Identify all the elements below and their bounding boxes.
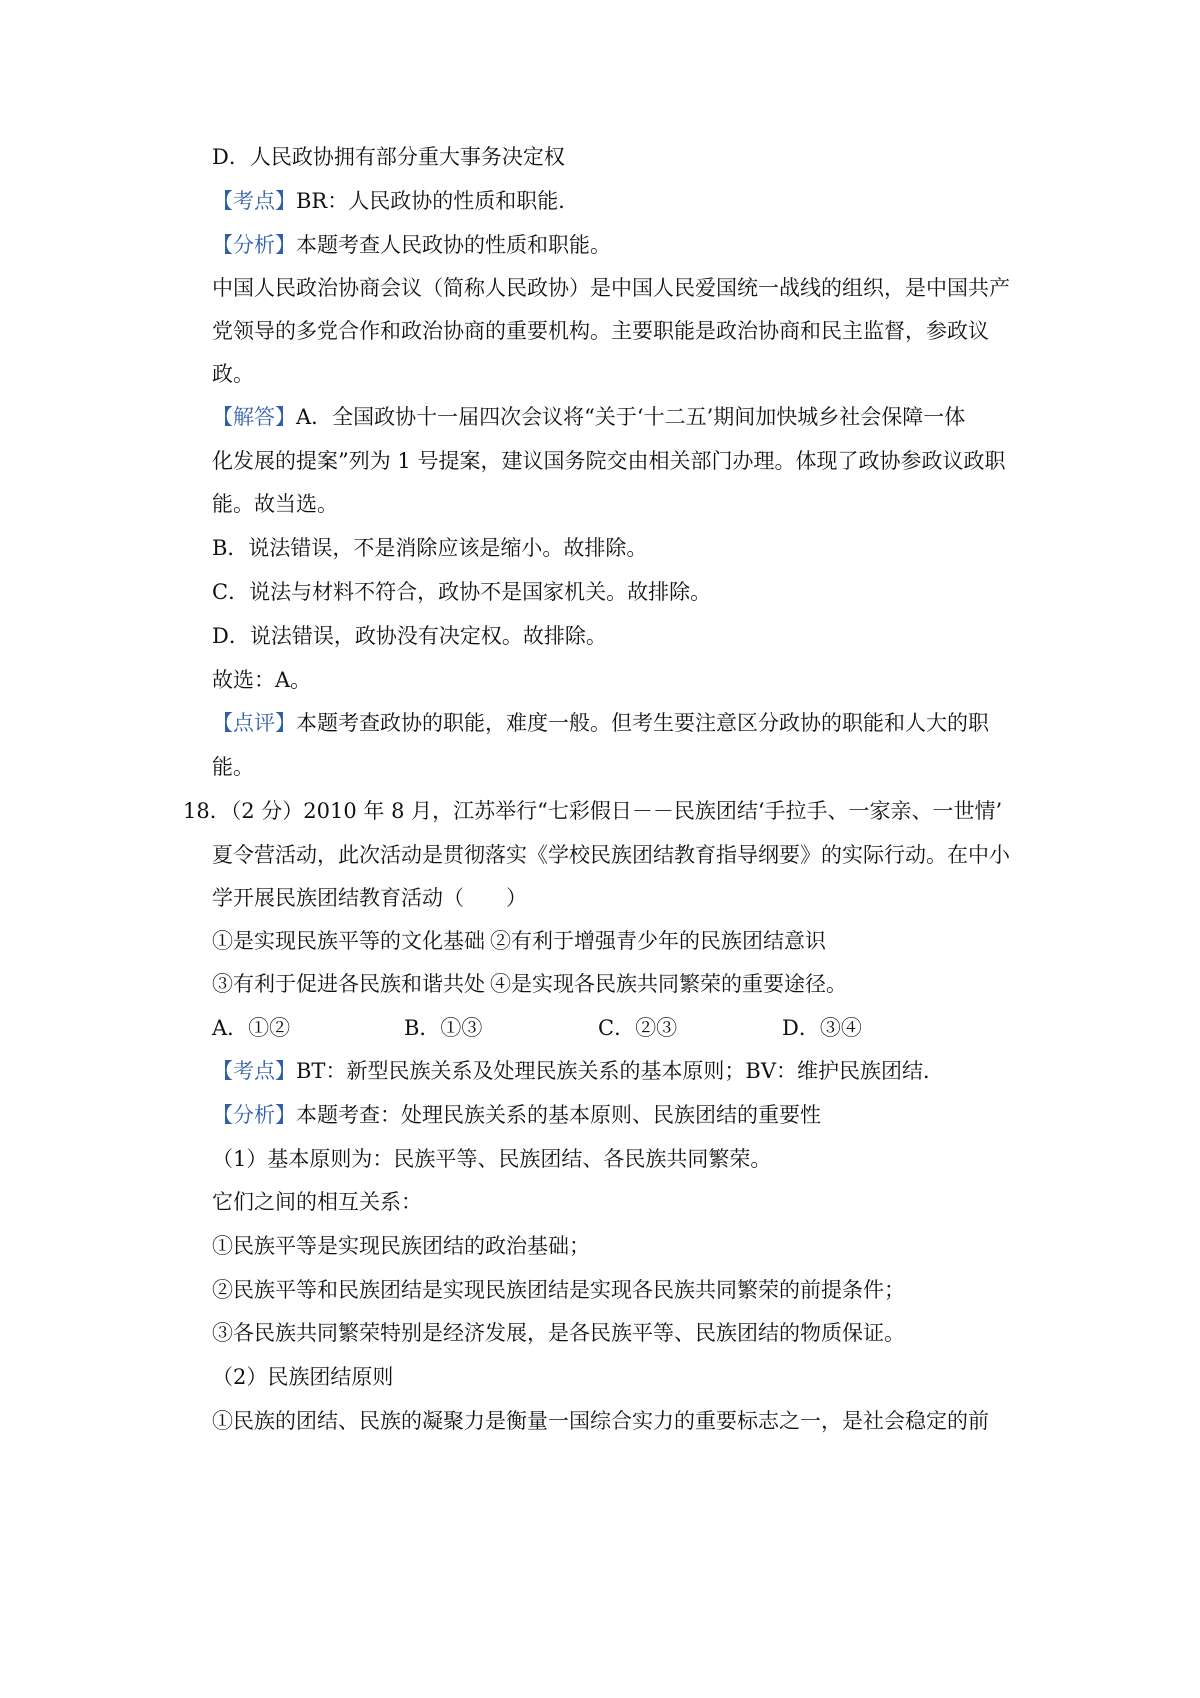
kaodian-line [212, 1056, 944, 1086]
dianping-tag: 【点评】 [212, 711, 296, 735]
jieda-text: A．全国政协十一届四次会议将“关于‘十二五’期间加快城乡社会保障一体 [296, 405, 966, 429]
question-stem-line: 学开展民族团结教育活动（ ） [212, 886, 527, 910]
option-d: D．③④ [782, 1016, 862, 1040]
paragraph-line: 政。 [212, 362, 254, 386]
paragraph-line: ①民族的团结、民族的凝聚力是衡量一国综合实力的重要标志之一，是社会稳定的前 [212, 1409, 989, 1433]
paragraph-line: 能。故当选。 [212, 492, 338, 516]
statement-3: ③有利于促进各民族和谐共处 [212, 972, 485, 996]
fenxi-line [212, 1100, 821, 1130]
paragraph-line: ①民族平等是实现民族团结的政治基础； [212, 1234, 590, 1258]
statement-4: ④是实现各民族共同繁荣的重要途径。 [490, 972, 847, 996]
kaodian-text: BR：人民政协的性质和职能． [296, 189, 580, 213]
question-18-line [183, 796, 1002, 826]
paragraph-line: （2）民族团结原则 [212, 1365, 394, 1389]
fenxi-text: 本题考查人民政协的性质和职能。 [296, 233, 611, 257]
question-number: 18． [183, 799, 231, 823]
paragraph-line: B．说法错误，不是消除应该是缩小。故排除。 [212, 536, 648, 560]
paragraph-line: 它们之间的相互关系： [212, 1190, 422, 1214]
option-b: B．①③ [404, 1016, 483, 1040]
kaodian-text: BT：新型民族关系及处理民族关系的基本原则；BV：维护民族团结． [296, 1059, 945, 1083]
option-d-line: D．人民政协拥有部分重大事务决定权 [212, 145, 565, 169]
paragraph-line: ②民族平等和民族团结是实现民族团结是实现各民族共同繁荣的前提条件； [212, 1278, 905, 1302]
option-c: C．②③ [598, 1016, 678, 1040]
fenxi-line [212, 230, 611, 260]
paragraph-line: D．说法错误，政协没有决定权。故排除。 [212, 624, 607, 648]
answer-line: 故选：A。 [212, 668, 312, 692]
paragraph-line: （1）基本原则为：民族平等、民族团结、各民族共同繁荣。 [212, 1147, 772, 1171]
options-row [212, 1013, 952, 1043]
option-a: A．①② [212, 1016, 291, 1040]
jieda-tag: 【解答】 [212, 405, 296, 429]
jieda-line [212, 402, 965, 432]
statement-2: ②有利于增强青少年的民族团结意识 [490, 929, 826, 953]
statement-1: ①是实现民族平等的文化基础 [212, 929, 485, 953]
paragraph-line: 化发展的提案”列为 1 号提案，建议国务院交由相关部门办理。体现了政协参政议政职 [212, 449, 1006, 473]
question-stem: （2 分）2010 年 8 月，江苏举行“七彩假日－－民族团结‘手拉手、一家亲、一世情’ [230, 799, 1003, 823]
kaodian-tag: 【考点】 [212, 189, 296, 213]
paragraph-line: 能。 [212, 755, 254, 779]
fenxi-text: 本题考查：处理民族关系的基本原则、民族团结的重要性 [296, 1103, 821, 1127]
question-stem-line: 夏令营活动，此次活动是贯彻落实《学校民族团结教育指导纲要》的实际行动。在中小 [212, 843, 1010, 867]
paragraph-line: C．说法与材料不符合，政协不是国家机关。故排除。 [212, 580, 712, 604]
kaodian-tag: 【考点】 [212, 1059, 296, 1083]
dianping-text: 本题考查政协的职能，难度一般。但考生要注意区分政协的职能和人大的职 [296, 711, 989, 735]
fenxi-tag: 【分析】 [212, 233, 296, 257]
paragraph-line: 中国人民政治协商会议（简称人民政协）是中国人民爱国统一战线的组织，是中国共产 [212, 276, 1010, 300]
kaodian-line [212, 186, 579, 216]
paragraph-line: ③各民族共同繁荣特别是经济发展，是各民族平等、民族团结的物质保证。 [212, 1321, 905, 1345]
statement-row [212, 969, 847, 999]
fenxi-tag: 【分析】 [212, 1103, 296, 1127]
statement-row [212, 926, 826, 956]
dianping-line [212, 708, 989, 738]
paragraph-line: 党领导的多党合作和政治协商的重要机构。主要职能是政治协商和民主监督，参政议 [212, 319, 989, 343]
